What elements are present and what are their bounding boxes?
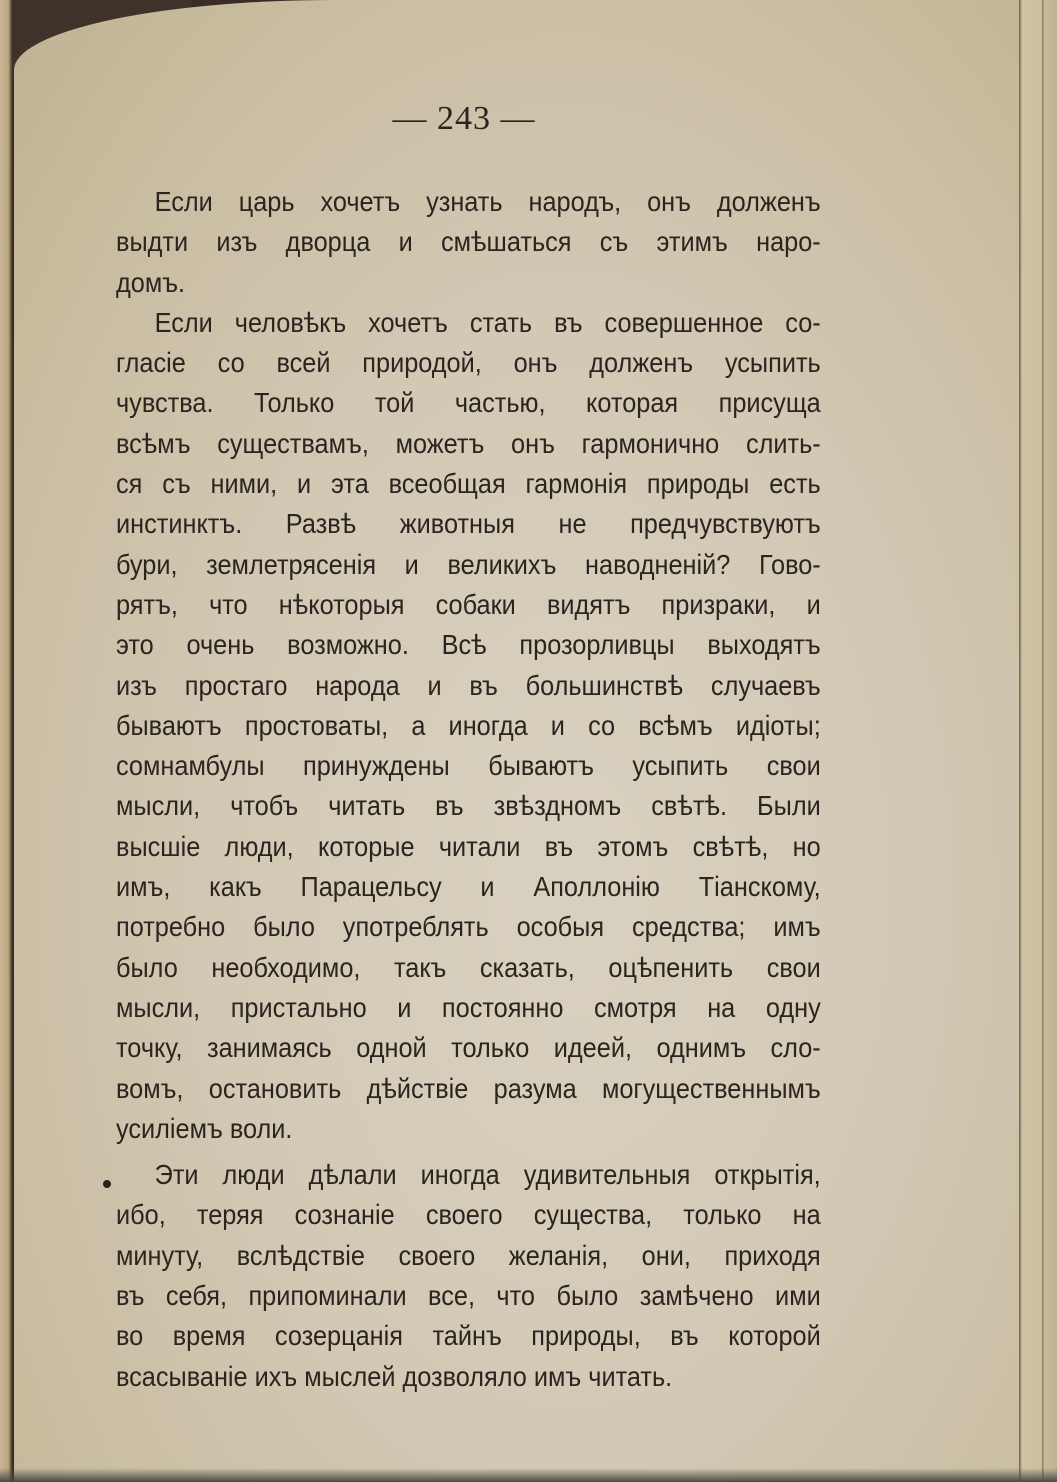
text-line: высшіе люди, которые читали въ этомъ свѣтѣ, но — [116, 830, 821, 862]
text-line: рятъ, что нѣкоторыя собаки видятъ призраки, и — [116, 588, 821, 620]
text-line: изъ простаго народа и въ большинствѣ случаевъ — [116, 669, 821, 701]
text-line: имъ, какъ Парацельсу и Аполлонію Тіанскому, — [116, 871, 821, 903]
text-line: инстинктъ. Развѣ животныя не предчувствуютъ — [116, 508, 821, 540]
text-line: ибо, теряя сознаніе своего существа, только на — [116, 1199, 821, 1231]
ink-blot — [103, 1180, 111, 1188]
text-line: бываютъ простоваты, а иногда и со всѣмъ идіоты; — [116, 709, 821, 741]
text-line: мысли, чтобъ читать въ звѣздномъ свѣтѣ. Были — [116, 790, 821, 822]
page-text — [116, 182, 821, 1397]
text-line: мысли, пристально и постоянно смотря на одну — [116, 991, 821, 1023]
text-line: бури, землетрясенія и великихъ наводненій? Гово- — [116, 548, 821, 580]
text-line: въ себя, припоминали все, что было замѣчено ими — [116, 1280, 821, 1312]
text-line: всѣмъ существамъ, можетъ онъ гармонично слить- — [116, 427, 821, 459]
text-line: усиліемъ воли. — [116, 1112, 293, 1144]
text-line: чувства. Только той частью, которая присуща — [116, 387, 821, 419]
text-line: Эти люди дѣлали иногда удивительныя открытія, — [154, 1159, 821, 1191]
adjacent-page-edge — [0, 0, 12, 1482]
text-line: ся съ ними, и эта всеобщая гармонія природы есть — [116, 468, 821, 500]
page-stack-edges — [1019, 0, 1057, 1482]
text-line: вомъ, остановить дѣйствіе разума могущественнымъ — [116, 1072, 821, 1104]
paragraph-3 — [116, 1155, 821, 1397]
text-line: Если царь хочетъ узнать народъ, онъ долженъ — [154, 186, 821, 217]
text-line: потребно было употреблять особыя средства; имъ — [116, 911, 821, 943]
book-page — [14, 0, 1019, 1482]
text-line: гласіе со всей природой, онъ долженъ усыпить — [116, 347, 821, 379]
text-line: домъ. — [116, 266, 186, 298]
page-number: — 243 — — [392, 100, 536, 137]
text-line: это очень возможно. Всѣ прозорливцы выходятъ — [116, 629, 821, 661]
paragraph-2 — [116, 303, 821, 1149]
text-line: сомнамбулы принуждены бываютъ усыпить свои — [116, 750, 821, 782]
text-line: Если человѣкъ хочетъ стать въ совершенное со- — [154, 306, 821, 338]
text-line: минуту, вслѣдствіе своего желанія, они, приходя — [116, 1239, 821, 1271]
bottom-shadow — [0, 1468, 1057, 1482]
text-line: выдти изъ дворца и смѣшаться съ этимъ наро- — [116, 226, 821, 258]
text-line: во время созерцанія тайнъ природы, въ которой — [116, 1320, 821, 1352]
paragraph-1 — [116, 182, 821, 303]
text-line: точку, занимаясь одной только идеей, однимъ сло- — [116, 1032, 821, 1064]
text-line: всасываніе ихъ мыслей дозволяло имъ читать. — [116, 1360, 673, 1392]
text-line: было необходимо, такъ сказать, оцѣпенить свои — [116, 951, 821, 983]
